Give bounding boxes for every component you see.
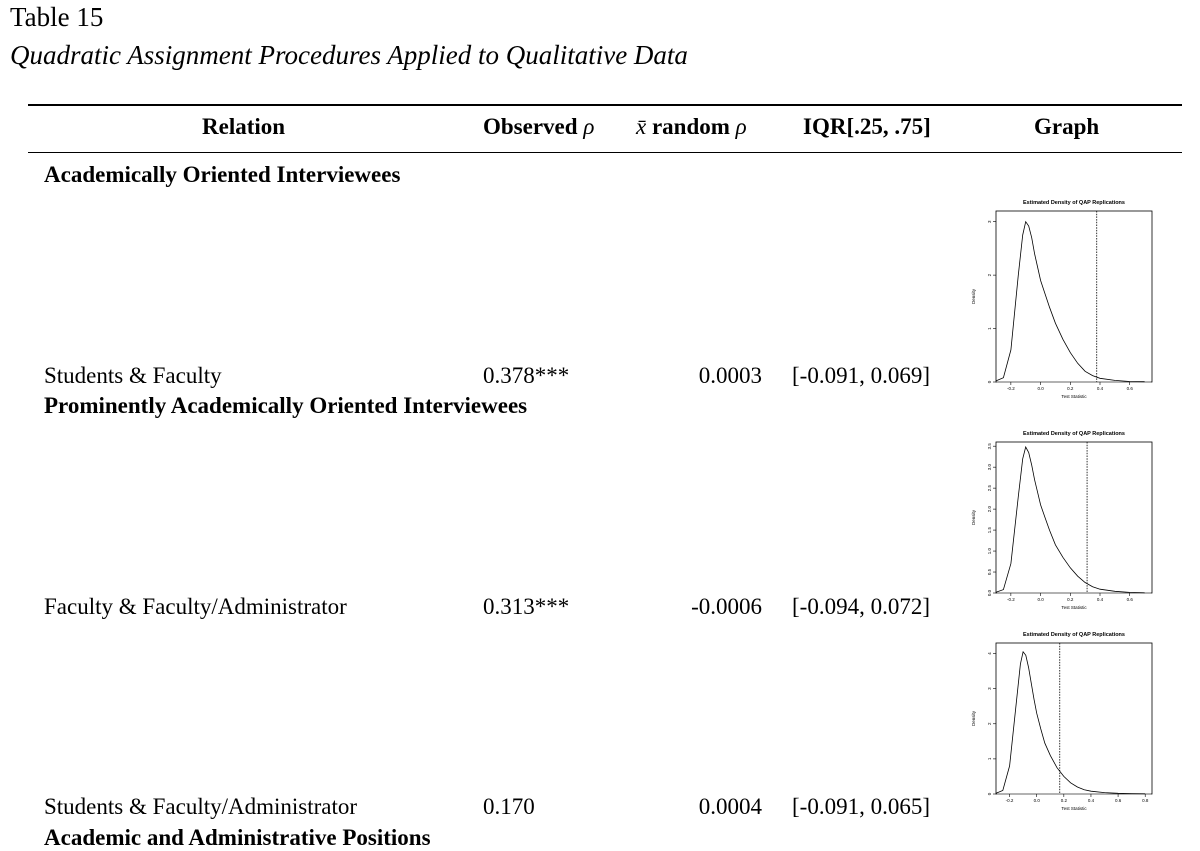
section-title: Academically Oriented Interviewees: [44, 162, 401, 187]
y-tick-label: 3: [987, 687, 992, 690]
y-tick-label: 3.5: [987, 443, 992, 450]
x-tick-label: 0.6: [1114, 798, 1122, 803]
header-mean-random: x̄ random ρ: [636, 114, 747, 139]
y-tick-label: 2.5: [987, 485, 992, 492]
x-tick-label: -0.2: [1006, 597, 1015, 602]
y-tick-label: 3.0: [987, 464, 992, 471]
row-observed: 0.313***: [483, 594, 570, 619]
plot-frame: [996, 442, 1152, 593]
table-caption-number: Table 15: [10, 2, 104, 32]
y-tick-label: 0: [987, 380, 992, 384]
row-iqr: [-0.091, 0.065]: [792, 794, 930, 819]
row-iqr: [-0.091, 0.069]: [792, 363, 930, 388]
row-relation: Students & Faculty/Administrator: [44, 794, 358, 819]
row-mean-random: 0.0004: [698, 794, 762, 819]
density-chart-svg: [966, 628, 1158, 814]
row-iqr: [-0.094, 0.072]: [792, 594, 930, 619]
header-relation: Relation: [202, 114, 286, 139]
top-rule: [28, 104, 1182, 106]
y-tick-label: 1.5: [987, 526, 992, 534]
x-tick-label: 0.2: [1067, 386, 1074, 391]
density-chart-svg: [966, 427, 1158, 613]
y-tick-label: 2: [987, 273, 992, 277]
plot-frame: [996, 211, 1152, 382]
x-tick-label: 0.4: [1087, 798, 1095, 803]
plot-frame: [996, 643, 1152, 794]
y-tick-label: 1.0: [987, 547, 992, 555]
table-caption-title: Quadratic Assignment Procedures Applied to Qualitative Data: [10, 40, 688, 70]
x-tick-label: -0.2: [1006, 386, 1015, 391]
header-rule: [28, 152, 1182, 153]
section-title-clipped: [0, 825, 1200, 850]
y-axis-label: Density: [971, 710, 976, 727]
y-tick-label: 1: [987, 757, 992, 761]
y-tick-label: 3: [987, 220, 992, 223]
x-tick-label: 0.0: [1037, 386, 1044, 391]
section-title: Academic and Administrative Positions: [44, 825, 431, 850]
density-chart: [966, 427, 1158, 613]
y-tick-label: 2: [987, 722, 992, 726]
header-observed: Observed ρ: [483, 114, 595, 139]
x-tick-label: -0.2: [1005, 798, 1014, 803]
x-tick-label: 0.2: [1060, 798, 1067, 803]
y-tick-label: 1: [987, 327, 992, 330]
x-axis-label: Test Statistic: [1061, 806, 1087, 811]
x-axis-label: Test Statistic: [1061, 394, 1087, 399]
density-curve: [996, 447, 1145, 593]
row-relation: Students & Faculty: [44, 363, 222, 388]
x-tick-label: 0.0: [1033, 798, 1040, 803]
y-axis-label: Density: [971, 509, 976, 526]
row-relation: Faculty & Faculty/Administrator: [44, 594, 347, 619]
x-tick-label: 0.8: [1142, 798, 1149, 803]
y-axis-label: Density: [971, 288, 976, 305]
x-tick-label: 0.6: [1126, 386, 1133, 391]
y-tick-label: 0.0: [987, 589, 992, 597]
x-tick-label: 0.0: [1037, 597, 1044, 602]
x-axis-label: Test Statistic: [1061, 605, 1087, 610]
row-mean-random: -0.0006: [691, 594, 762, 619]
y-tick-label: 0: [987, 792, 992, 796]
x-tick-label: 0.4: [1096, 597, 1104, 602]
y-tick-label: 0.5: [987, 568, 992, 576]
header-iqr: IQR[.25, .75]: [803, 114, 931, 139]
x-tick-label: 0.6: [1126, 597, 1133, 602]
density-chart-svg: [966, 196, 1158, 402]
x-tick-label: 0.2: [1067, 597, 1074, 602]
density-curve: [996, 652, 1145, 794]
row-mean-random: 0.0003: [698, 363, 762, 388]
density-curve: [996, 222, 1145, 382]
chart-title: Estimated Density of QAP Replications: [1023, 431, 1125, 437]
y-tick-label: 4: [987, 652, 992, 655]
row-observed: 0.378***: [483, 363, 570, 388]
row-observed: 0.170: [483, 794, 535, 819]
density-chart: [966, 196, 1158, 402]
x-tick-label: 0.4: [1096, 386, 1104, 391]
section-title: Prominently Academically Oriented Interviewees: [44, 393, 528, 418]
header-graph: Graph: [1034, 114, 1100, 139]
density-chart: [966, 628, 1158, 814]
chart-title: Estimated Density of QAP Replications: [1023, 200, 1125, 206]
y-tick-label: 2.0: [987, 505, 992, 513]
chart-title: Estimated Density of QAP Replications: [1023, 632, 1125, 638]
